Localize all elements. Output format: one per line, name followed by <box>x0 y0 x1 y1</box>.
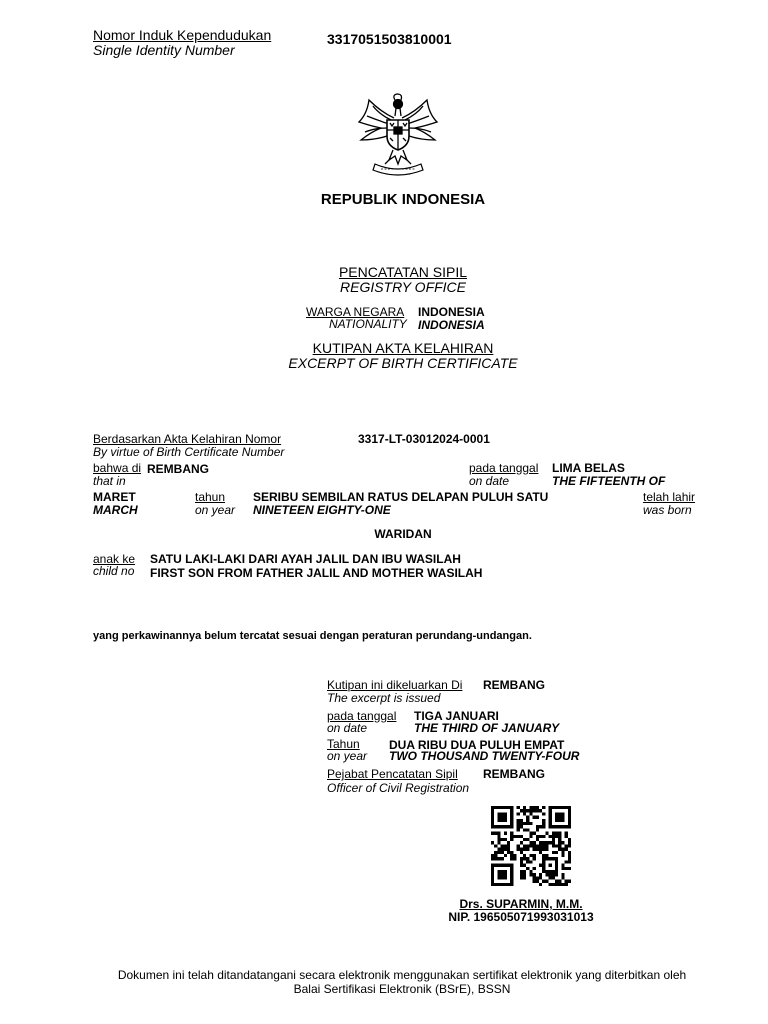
born-label: telah lahir <box>643 490 696 504</box>
signatory-nip: NIP. 196505071993031013 <box>448 910 594 924</box>
child-order-label-en: child no <box>93 564 135 578</box>
birth-date-value-en: THE FIFTEENTH OF <box>552 474 666 488</box>
birth-month-en: MARCH <box>93 503 138 517</box>
child-order-label: anak ke <box>93 552 136 566</box>
basis-label-en: By virtue of Birth Certificate Number <box>93 445 285 459</box>
nationality-label-en: NATIONALITY <box>329 317 407 331</box>
qr-code-icon <box>490 806 572 886</box>
issued-place: REMBANG <box>483 678 545 692</box>
issue-year-value: DUA RIBU DUA PULUH EMPAT <box>389 738 565 752</box>
issue-year-label: Tahun <box>327 737 360 751</box>
basis-label: Berdasarkan Akta Kelahiran Nomor <box>93 432 282 446</box>
nationality-label: WARGA NEGARA <box>306 305 405 319</box>
issue-date-value-en: THE THIRD OF JANUARY <box>414 721 560 735</box>
birth-year-label: tahun <box>195 490 226 504</box>
birth-year-value: SERIBU SEMBILAN RATUS DELAPAN PULUH SATU <box>253 490 549 504</box>
place-label-en: that in <box>93 474 126 488</box>
issue-year-label-en: on year <box>327 749 368 763</box>
signatory-name: Drs. SUPARMIN, M.M. <box>459 897 583 911</box>
issue-date-label-en: on date <box>327 721 368 735</box>
issue-date-label: pada tanggal <box>327 709 397 723</box>
birth-year-value-en: NINETEEN EIGHTY-ONE <box>253 503 391 517</box>
garuda-pancasila-emblem-icon <box>351 92 445 178</box>
child-order-value-en: FIRST SON FROM FATHER JALIL AND MOTHER WASILAH <box>150 566 483 580</box>
child-name: WARIDAN <box>374 527 432 541</box>
office-title-en: REGISTRY OFFICE <box>339 279 467 295</box>
birth-date-label: pada tanggal <box>469 461 539 475</box>
issued-label-en: The excerpt is issued <box>327 691 441 705</box>
document-title-en: EXCERPT OF BIRTH CERTIFICATE <box>288 355 518 371</box>
footer-line-1: Dokumen ini telah ditandatangani secara elektronik menggunakan sertifikat elektronik yang diterbitkan oleh <box>117 968 687 982</box>
marriage-note: yang perkawinannya belum tercatat sesuai dengan peraturan perundang-undangan. <box>93 630 532 642</box>
officer-label: Pejabat Pencatatan Sipil <box>327 767 458 781</box>
child-order-value: SATU LAKI-LAKI DARI AYAH JALIL DAN IBU WASILAH <box>150 552 461 566</box>
born-label-en: was born <box>643 503 692 517</box>
place-value: REMBANG <box>147 462 209 476</box>
document-title: KUTIPAN AKTA KELAHIRAN <box>312 340 494 356</box>
officer-place: REMBANG <box>483 767 545 781</box>
country-title: REPUBLIK INDONESIA <box>320 191 486 208</box>
certificate-number: 3317-LT-03012024-0001 <box>358 432 490 446</box>
officer-label-en: Officer of Civil Registration <box>327 781 470 795</box>
place-label: bahwa di <box>93 461 142 475</box>
issued-label: Kutipan ini dikeluarkan Di <box>327 678 463 692</box>
issue-year-value-en: TWO THOUSAND TWENTY-FOUR <box>389 749 580 763</box>
issue-date-value: TIGA JANUARI <box>414 709 499 723</box>
nationality-value: INDONESIA <box>418 305 485 319</box>
nationality-value-en: INDONESIA <box>418 318 485 332</box>
footer-line-2: Balai Sertifikasi Elektronik (BSrE), BSSN <box>293 982 511 996</box>
birth-date-value: LIMA BELAS <box>552 461 625 475</box>
birth-date-label-en: on date <box>469 474 510 488</box>
nik-value: 3317051503810001 <box>327 31 452 47</box>
nik-label-en: Single Identity Number <box>93 42 235 58</box>
birth-year-label-en: on year <box>195 503 236 517</box>
birth-month: MARET <box>93 490 136 504</box>
office-title: PENCATATAN SIPIL <box>338 264 468 280</box>
nik-label: Nomor Induk Kependudukan <box>93 27 272 43</box>
